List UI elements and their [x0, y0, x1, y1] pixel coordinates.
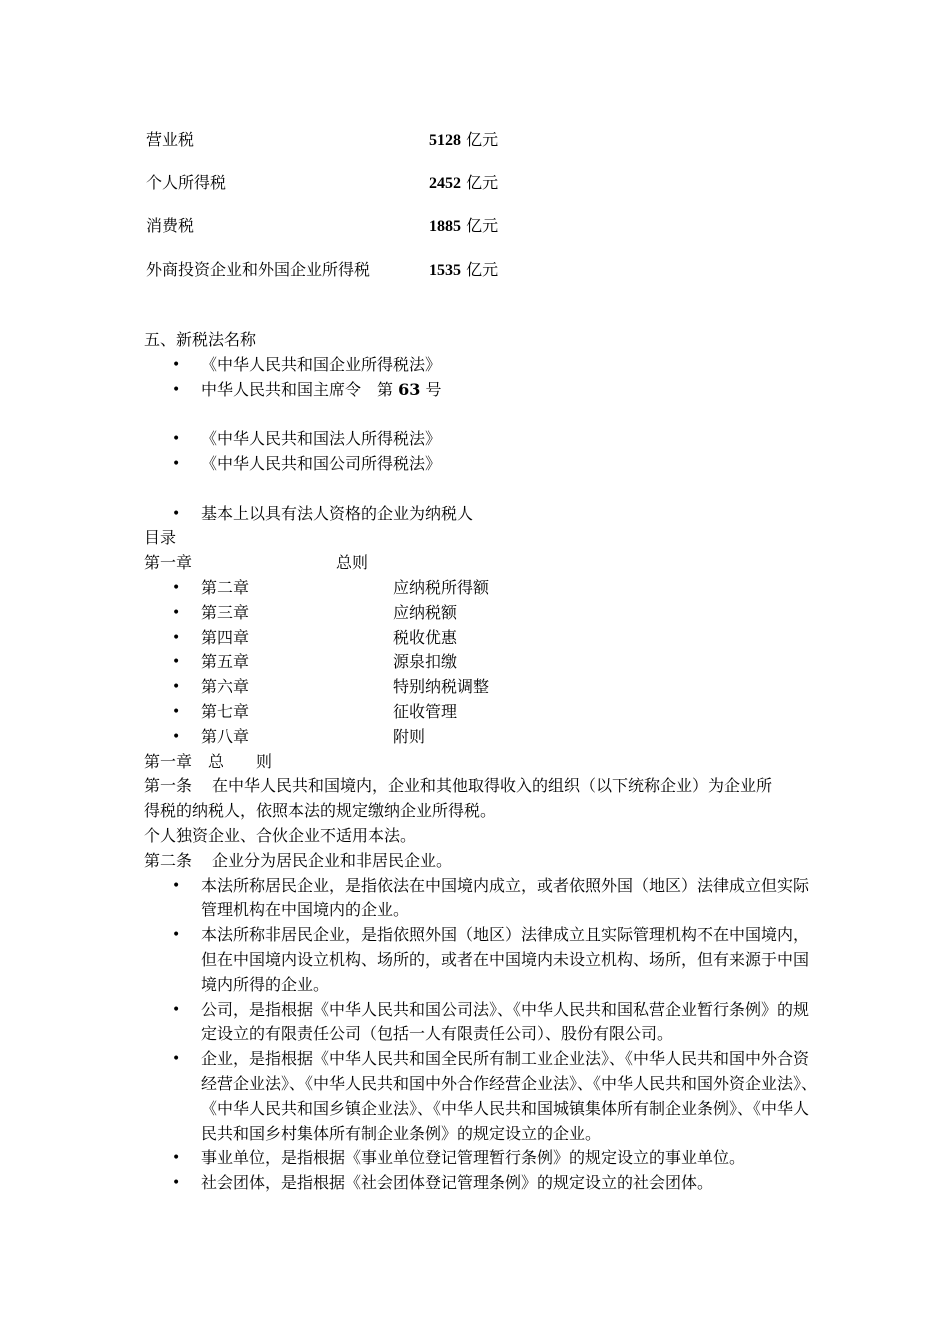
list-item-text: 《中华人民共和国法人所得税法》	[201, 429, 442, 449]
toc-entry	[144, 650, 824, 675]
toc-chapter-num: 第六章	[201, 677, 250, 697]
toc-chapter-num: 第二章	[201, 577, 250, 597]
definition-text: 本法所称非居民企业，是指依照外国（地区）法律成立且实际管理机构不在中国境内，但在中国境内设立机构、场所的，或者在中国境内未设立机构、场所，但有来源于中国境内所得的企业。	[201, 925, 810, 994]
tax-amount-unit: 亿元	[466, 130, 499, 149]
article-label: 第一条	[144, 776, 193, 796]
list-item	[144, 452, 824, 477]
bullet-icon: •	[172, 431, 181, 448]
definition-item	[144, 1171, 824, 1196]
bullet-icon: •	[172, 629, 181, 646]
toc-chapter-num: 第七章	[201, 701, 250, 721]
definition-item	[144, 1146, 824, 1171]
toc-heading: 目录	[144, 528, 177, 548]
toc-chapter-num: 第四章	[201, 627, 250, 647]
definition-text: 社会团体，是指根据《社会团体登记管理条例》的规定设立的社会团体。	[201, 1173, 714, 1193]
chapter-heading: 第一章 总 则	[144, 751, 273, 771]
document-body	[144, 328, 824, 1196]
list-item	[144, 502, 824, 527]
toc-chapter-title: 应纳税所得额	[393, 577, 490, 597]
list-item-text: 基本上以具有法人资格的企业为纳税人	[201, 503, 474, 523]
toc-entry	[144, 700, 824, 725]
order-suffix: 号	[425, 379, 442, 399]
toc-entry	[144, 601, 824, 626]
toc-entry	[144, 725, 824, 750]
tax-amount-unit: 亿元	[466, 216, 499, 235]
tax-name: 消费税	[146, 216, 195, 235]
toc-entry	[144, 626, 824, 651]
definition-text: 企业，是指根据《中华人民共和国全民所有制工业企业法》、《中华人民共和国中外合资经营企业法》、《中华人民共和国中外合作经营企业法》、《中华人民共和国外资企业法》、《中华人民共和国乡镇企业法》、《中华人民共和国城镇集体所有制企业条例》、《中华人民共和国乡村集体所有制企业条例》的规定设立的企业。	[201, 1049, 818, 1143]
list-item	[144, 378, 824, 403]
section-heading: 五、新税法名称	[144, 330, 257, 349]
toc-chapter-title: 特别纳税调整	[393, 677, 490, 697]
definition-text: 本法所称居民企业，是指依法在中国境内成立，或者依照外国（地区）法律成立但实际管理机构在中国境内的企业。	[201, 875, 810, 920]
toc-chapter-num: 第一章	[144, 553, 193, 573]
toc-chapter-num: 第八章	[201, 726, 250, 746]
bullet-icon: •	[172, 381, 181, 398]
bullet-icon: •	[172, 579, 181, 596]
toc-chapter-title: 附则	[393, 726, 426, 746]
toc-chapter-title: 应纳税额	[393, 602, 458, 622]
article-1-para: 个人独资企业、合伙企业不适用本法。	[144, 825, 417, 845]
toc-chapter-title: 总则	[336, 553, 369, 573]
bullet-icon: •	[172, 1001, 181, 1018]
article-1	[144, 774, 824, 799]
bullet-icon: •	[172, 703, 181, 720]
toc-chapter-title: 税收优惠	[393, 627, 458, 647]
bullet-icon: •	[172, 455, 181, 472]
bullet-icon: •	[172, 505, 181, 522]
list-item-text: 《中华人民共和国企业所得税法》	[201, 354, 442, 374]
article-1-cont: 得税的纳税人，依照本法的规定缴纳企业所得税。	[144, 801, 497, 821]
bullet-icon: •	[172, 1175, 181, 1192]
tax-amount	[429, 171, 498, 196]
list-item	[144, 353, 824, 378]
toc-chapter-title: 源泉扣缴	[393, 652, 458, 672]
bullet-icon: •	[172, 877, 181, 894]
list-item-text: 《中华人民共和国公司所得税法》	[201, 453, 442, 473]
order-prefix: 中华人民共和国主席令 第	[201, 379, 394, 399]
article-text: 企业分为居民企业和非居民企业。	[212, 850, 453, 870]
toc-chapter-num: 第五章	[201, 652, 250, 672]
order-number: 63	[398, 379, 421, 399]
toc-chapter-num: 第三章	[201, 602, 250, 622]
definition-item	[144, 874, 824, 924]
tax-name: 营业税	[146, 130, 195, 149]
tax-amount	[429, 128, 498, 153]
definition-item	[144, 923, 824, 997]
list-item	[144, 427, 824, 452]
tax-amount-unit: 亿元	[466, 173, 499, 192]
toc-chapter-title: 征收管理	[393, 701, 458, 721]
article-2	[144, 849, 824, 874]
definition-item	[144, 998, 824, 1048]
tax-name: 个人所得税	[146, 173, 227, 192]
tax-amount-value: 2452	[429, 175, 461, 192]
bullet-icon: •	[172, 728, 181, 745]
tax-amount-value: 5128	[429, 132, 461, 149]
tax-amount	[429, 214, 498, 239]
toc-entry	[144, 551, 824, 576]
article-text: 在中华人民共和国境内，企业和其他取得收入的组织（以下统称企业）为企业所	[212, 776, 773, 796]
tax-amount-value: 1535	[429, 262, 461, 279]
toc-entry	[144, 576, 824, 601]
tax-amount	[429, 258, 498, 283]
bullet-icon: •	[172, 679, 181, 696]
article-label: 第二条	[144, 850, 193, 870]
definition-text: 事业单位，是指根据《事业单位登记管理暂行条例》的规定设立的事业单位。	[201, 1148, 746, 1168]
toc-entry	[144, 675, 824, 700]
bullet-icon: •	[172, 654, 181, 671]
tax-amount-value: 1885	[429, 218, 461, 235]
bullet-icon: •	[172, 927, 181, 944]
bullet-icon: •	[172, 604, 181, 621]
bullet-icon: •	[172, 356, 181, 373]
definition-text: 公司，是指根据《中华人民共和国公司法》、《中华人民共和国私营企业暂行条例》的规定设立的有限责任公司（包括一人有限责任公司）、股份有限公司。	[201, 999, 810, 1044]
tax-amount-unit: 亿元	[466, 260, 499, 279]
bullet-icon: •	[172, 1150, 181, 1167]
definition-item	[144, 1047, 824, 1146]
bullet-icon: •	[172, 1051, 181, 1068]
tax-name: 外商投资企业和外国企业所得税	[146, 260, 371, 279]
